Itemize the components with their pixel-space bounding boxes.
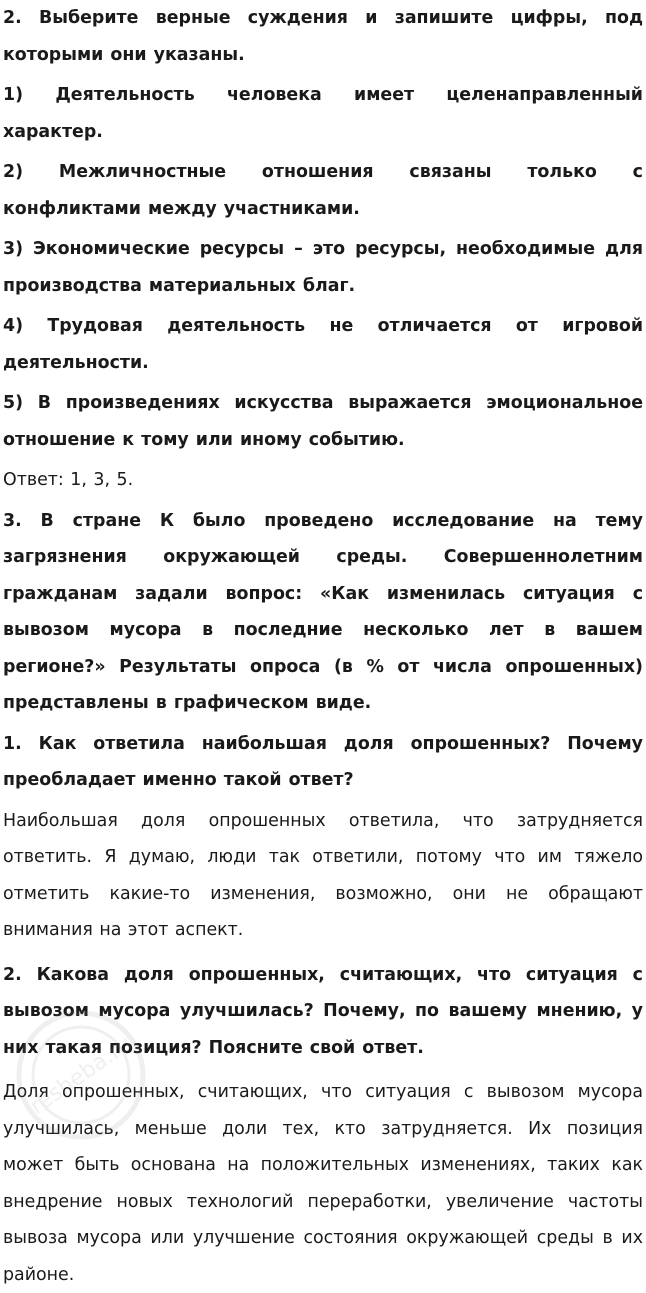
- task3-answer-1: Наибольшая доля опрошенных ответила, что затрудняется ответить. Я думаю, люди так ответили, потому что им тяжело отметить какие-то изменения, возможно, они не обращают внимания на этот аспект.: [3, 810, 643, 940]
- task2-option-5: 5) В произведениях искусства выражается эмоциональное отношение к тому или иному событию.: [3, 393, 643, 450]
- task2-answer: Ответ: 1, 3, 5.: [3, 470, 134, 490]
- task3-answer-2: Доля опрошенных, считающих, что ситуация с вывозом мусора улучшилась, меньше доли тех, кто затрудняется. Их позиция может быть основана на положительных изменениях, таких как внедрение новых технологий переработки, увеличение частоты вывоза мусора или улучшение состояния окружающей среды в их районе.: [3, 1082, 643, 1285]
- task2-option-3: 3) Экономические ресурсы – это ресурсы, необходимые для производства материальных благ.: [3, 239, 643, 296]
- task2-question: 2. Выберите верные суждения и запишите цифры, под которыми они указаны.: [3, 8, 643, 65]
- task3-intro: 3. В стране К было проведено исследование на тему загрязнения окружающей среды. Совершеннолетним гражданам задали вопрос: «Как изменилась ситуация с вывозом мусора в последние несколько лет в вашем регионе?» Результаты опроса (в % от числа опрошенных) представлены в графическом виде.: [3, 510, 643, 713]
- task2-option-1: 1) Деятельность человека имеет целенаправленный характер.: [3, 85, 643, 142]
- task2-option-4: 4) Трудовая деятельность не отличается от игровой деятельности.: [3, 316, 643, 373]
- watermark-logo: [6, 1000, 156, 1150]
- task2-option-2: 2) Межличностные отношения связаны только с конфликтами между участниками.: [3, 162, 643, 219]
- watermark-text: resheba.ru: [25, 1031, 137, 1120]
- task3-question-2: 2. Какова доля опрошенных, считающих, что ситуация с вывозом мусора улучшилась? Почему, по вашему мнению, у них такая позиция? Поясните свой ответ.: [3, 964, 643, 1058]
- task3-question-1: 1. Как ответила наибольшая доля опрошенных? Почему преобладает именно такой ответ?: [3, 733, 643, 790]
